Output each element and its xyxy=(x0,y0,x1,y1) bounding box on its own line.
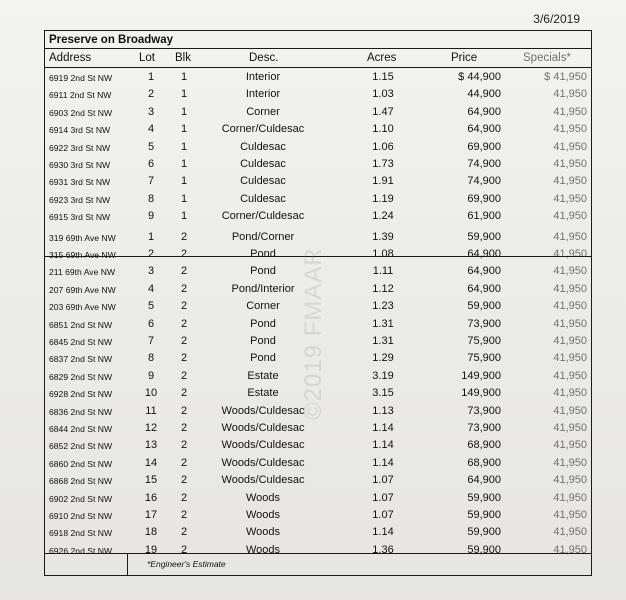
row-price: 75,900 xyxy=(467,352,501,365)
row-acres: 1.14 xyxy=(372,422,394,434)
row-blk: 2 xyxy=(180,230,188,243)
row-lot: 1 xyxy=(147,71,155,83)
row-acres: 1.36 xyxy=(372,543,394,556)
row-price: 68,900 xyxy=(467,456,501,469)
row-blk: 2 xyxy=(180,456,188,469)
row-acres: 1.07 xyxy=(372,491,394,504)
row-blk: 1 xyxy=(180,123,188,136)
row-special: 41,950 xyxy=(553,474,587,487)
row-desc: Corner xyxy=(246,105,280,118)
row-price: 75,900 xyxy=(467,335,501,347)
row-price: 59,900 xyxy=(467,526,501,539)
header-acres: Acres xyxy=(367,52,397,64)
row-desc: Woods/Culdesac xyxy=(221,404,305,417)
row-desc: Pond/Interior xyxy=(231,282,295,295)
row-blk: 2 xyxy=(180,335,188,347)
row-acres: 1.31 xyxy=(372,317,394,330)
row-price: 73,900 xyxy=(467,404,501,417)
row-special: 41,950 xyxy=(553,422,587,434)
row-price: 64,900 xyxy=(467,248,501,260)
row-lot: 12 xyxy=(144,422,158,434)
row-lot: 14 xyxy=(144,456,158,469)
row-lot: 10 xyxy=(144,387,158,400)
row-price: 61,900 xyxy=(467,210,501,223)
row-lot: 4 xyxy=(147,282,155,295)
row-blk: 2 xyxy=(180,265,188,278)
row-address: 6868 2nd St NW xyxy=(49,476,113,487)
row-lot: 1 xyxy=(147,230,155,243)
row-desc: Culdesac xyxy=(240,192,286,205)
row-blk: 1 xyxy=(180,158,188,170)
row-blk: 2 xyxy=(180,387,188,400)
row-desc: Interior xyxy=(245,71,281,83)
row-desc: Culdesac xyxy=(240,158,286,170)
header-lot: Lot xyxy=(139,52,155,64)
row-special: 41,950 xyxy=(553,210,587,223)
row-blk: 1 xyxy=(180,210,188,223)
row-blk: 2 xyxy=(180,509,188,521)
header-address: Address xyxy=(49,52,92,64)
row-address: 6910 2nd St NW xyxy=(49,511,113,521)
row-desc: Pond xyxy=(250,248,276,260)
row-special: 41,950 xyxy=(553,491,587,504)
row-desc: Pond/Corner xyxy=(231,230,295,243)
row-desc: Woods xyxy=(245,491,281,504)
row-price: 64,900 xyxy=(467,123,501,136)
row-acres: 1.14 xyxy=(372,456,394,469)
row-desc: Woods/Culdesac xyxy=(221,439,305,452)
row-address: 6845 2nd St NW xyxy=(49,337,113,347)
row-acres: 1.31 xyxy=(372,335,394,347)
row-lot: 3 xyxy=(147,105,155,118)
row-acres: 1.47 xyxy=(372,105,394,118)
header-desc: Desc. xyxy=(249,52,279,64)
table-row xyxy=(45,454,591,471)
table-row xyxy=(45,120,591,137)
row-address: 6931 3rd St NW xyxy=(49,177,111,188)
table-row xyxy=(45,68,591,85)
row-desc: Pond xyxy=(250,335,276,347)
row-lot: 2 xyxy=(147,88,155,101)
row-desc: Pond xyxy=(250,265,276,278)
row-desc: Woods xyxy=(245,509,281,521)
row-address: 6918 2nd St NW xyxy=(49,528,113,539)
row-blk: 2 xyxy=(180,543,188,556)
row-special: 41,950 xyxy=(553,300,587,313)
row-price: 74,900 xyxy=(467,175,501,188)
table-row xyxy=(45,489,591,506)
row-blk: 2 xyxy=(180,526,188,539)
row-special: 41,950 xyxy=(553,175,587,188)
row-address: 6902 2nd St NW xyxy=(49,493,113,504)
row-address: 6923 3rd St NW xyxy=(49,194,111,205)
row-price: 59,900 xyxy=(467,300,501,313)
row-special: 41,950 xyxy=(553,335,587,347)
row-blk: 2 xyxy=(180,422,188,434)
row-desc: Corner/Culdesac xyxy=(221,210,305,223)
table-title: Preserve on Broadway xyxy=(45,31,591,49)
row-blk: 2 xyxy=(180,300,188,313)
row-address: 6903 2nd St NW xyxy=(49,107,113,118)
row-blk: 2 xyxy=(180,248,188,260)
table-row xyxy=(45,506,591,523)
row-acres: 1.29 xyxy=(372,352,394,365)
table-row xyxy=(45,228,591,245)
row-special: 41,950 xyxy=(553,404,587,417)
row-price: 69,900 xyxy=(467,140,501,153)
row-acres: 1.07 xyxy=(372,474,394,487)
row-address: 6829 2nd St NW xyxy=(49,371,113,382)
row-acres: 1.10 xyxy=(372,123,394,136)
row-price: 68,900 xyxy=(467,439,501,452)
row-special: 41,950 xyxy=(553,123,587,136)
row-address: 6919 2nd St NW xyxy=(49,73,113,83)
row-desc: Woods xyxy=(245,543,281,556)
row-acres: 1.24 xyxy=(372,210,394,223)
row-acres: 1.06 xyxy=(372,140,394,153)
row-desc: Culdesac xyxy=(240,175,286,188)
row-lot: 11 xyxy=(145,404,157,417)
row-desc: Woods/Culdesac xyxy=(221,422,305,434)
row-acres: 1.08 xyxy=(372,248,394,260)
row-special: 41,950 xyxy=(553,317,587,330)
row-price: 59,900 xyxy=(467,230,501,243)
row-lot: 9 xyxy=(147,369,155,382)
row-acres: 1.15 xyxy=(372,71,394,83)
row-price: 64,900 xyxy=(467,105,501,118)
row-price: 69,900 xyxy=(467,192,501,205)
row-address: 211 69th Ave NW xyxy=(49,267,116,278)
row-special: 41,950 xyxy=(553,88,587,101)
row-blk: 2 xyxy=(180,439,188,452)
row-desc: Interior xyxy=(245,88,281,101)
row-special: 41,950 xyxy=(553,105,587,118)
row-special: 41,950 xyxy=(553,265,587,278)
row-blk: 2 xyxy=(180,352,188,365)
row-price: 74,900 xyxy=(467,158,501,170)
row-lot: 5 xyxy=(147,140,155,153)
row-lot: 2 xyxy=(147,248,155,260)
row-price: 59,900 xyxy=(467,509,501,521)
row-desc: Pond xyxy=(250,352,276,365)
row-price: 64,900 xyxy=(467,265,501,278)
row-price: 59,900 xyxy=(467,491,501,504)
table-header xyxy=(45,49,591,68)
row-price: $ 44,900 xyxy=(458,71,501,83)
row-blk: 2 xyxy=(180,317,188,330)
row-address: 203 69th Ave NW xyxy=(49,302,116,313)
row-address: 6860 2nd St NW xyxy=(49,458,113,469)
row-lot: 13 xyxy=(144,439,158,452)
row-lot: 6 xyxy=(147,158,155,170)
row-blk: 2 xyxy=(180,491,188,504)
row-desc: Pond xyxy=(250,317,276,330)
table-row xyxy=(45,103,591,120)
row-address: 6914 3rd St NW xyxy=(49,125,111,136)
row-lot: 3 xyxy=(147,265,155,278)
row-address: 319 69th Ave NW xyxy=(49,232,116,243)
row-address: 6915 3rd St NW xyxy=(49,212,111,223)
row-address: 6836 2nd St NW xyxy=(49,406,113,417)
row-acres: 1.07 xyxy=(372,509,394,521)
table-row xyxy=(45,436,591,453)
row-special: 41,950 xyxy=(553,248,587,260)
footnote: *Engineer's Estimate xyxy=(147,559,226,569)
row-lot: 18 xyxy=(144,526,158,539)
row-acres: 1.14 xyxy=(372,439,394,452)
row-lot: 17 xyxy=(144,509,158,521)
row-address: 207 69th Ave NW xyxy=(49,284,116,295)
row-lot: 15 xyxy=(144,474,158,487)
row-acres: 3.19 xyxy=(372,369,394,382)
row-special: 41,950 xyxy=(553,543,587,556)
row-lot: 4 xyxy=(147,123,155,136)
row-lot: 7 xyxy=(147,175,155,188)
row-special: 41,950 xyxy=(553,456,587,469)
header-blk: Blk xyxy=(175,52,191,64)
row-special: 41,950 xyxy=(553,192,587,205)
row-lot: 8 xyxy=(147,352,155,365)
row-desc: Corner/Culdesac xyxy=(221,123,305,136)
row-acres: 1.23 xyxy=(372,300,394,313)
row-blk: 2 xyxy=(180,369,188,382)
row-acres: 1.03 xyxy=(372,88,394,101)
row-price: 44,900 xyxy=(467,88,501,101)
row-blk: 1 xyxy=(180,175,188,188)
row-acres: 1.14 xyxy=(372,526,394,539)
row-address: 315 69th Ave NW xyxy=(49,250,116,260)
row-desc: Woods xyxy=(245,526,281,539)
row-address: 6922 3rd St NW xyxy=(49,142,111,153)
row-desc: Woods/Culdesac xyxy=(221,474,305,487)
row-desc: Estate xyxy=(247,369,279,382)
row-special: 41,950 xyxy=(553,230,587,243)
row-special: 41,950 xyxy=(553,352,587,365)
row-acres: 1.73 xyxy=(372,158,394,170)
row-address: 6911 2nd St NW xyxy=(49,90,112,101)
row-special: 41,950 xyxy=(553,509,587,521)
row-price: 149,900 xyxy=(461,387,501,400)
row-desc: Estate xyxy=(247,387,279,400)
row-lot: 8 xyxy=(147,192,155,205)
table-row xyxy=(45,523,591,540)
row-blk: 1 xyxy=(180,140,188,153)
row-lot: 7 xyxy=(147,335,155,347)
row-price: 149,900 xyxy=(461,369,501,382)
header-specials: Specials* xyxy=(523,52,571,64)
row-address: 6837 2nd St NW xyxy=(49,354,113,365)
row-blk: 1 xyxy=(180,105,188,118)
row-special: 41,950 xyxy=(553,282,587,295)
row-address: 6930 3rd St NW xyxy=(49,160,111,170)
row-price: 73,900 xyxy=(467,317,501,330)
row-price: 64,900 xyxy=(467,282,501,295)
row-address: 6852 2nd St NW xyxy=(49,441,113,452)
table-row xyxy=(45,138,591,155)
row-blk: 1 xyxy=(180,88,188,101)
row-acres: 3.15 xyxy=(372,387,394,400)
row-acres: 1.19 xyxy=(372,192,394,205)
row-address: 6928 2nd St NW xyxy=(49,389,113,400)
row-lot: 19 xyxy=(144,543,158,556)
row-special: 41,950 xyxy=(553,387,587,400)
row-acres: 1.13 xyxy=(372,404,394,417)
row-blk: 1 xyxy=(180,71,188,83)
row-address: 6926 2nd St NW xyxy=(49,545,113,556)
table-row xyxy=(45,172,591,189)
row-lot: 9 xyxy=(147,210,155,223)
row-acres: 1.11 xyxy=(372,265,394,278)
table-row xyxy=(45,471,591,488)
row-address: 6851 2nd St NW xyxy=(49,319,113,330)
watermark: ©2019 FMAAR xyxy=(300,247,327,420)
row-special: 41,950 xyxy=(553,526,587,539)
row-acres: 1.91 xyxy=(372,175,394,188)
row-blk: 2 xyxy=(180,404,188,417)
row-address: 6844 2nd St NW xyxy=(49,424,113,434)
row-desc: Woods/Culdesac xyxy=(221,456,305,469)
row-blk: 2 xyxy=(180,282,188,295)
row-price: 59,900 xyxy=(467,543,501,556)
header-price: Price xyxy=(451,52,478,64)
row-desc: Culdesac xyxy=(240,140,286,153)
row-special: $ 41,950 xyxy=(544,71,587,83)
row-blk: 2 xyxy=(180,474,188,487)
row-desc: Corner xyxy=(246,300,280,313)
row-acres: 1.39 xyxy=(372,230,394,243)
table-row xyxy=(45,85,591,102)
row-price: 73,900 xyxy=(467,422,501,434)
table-row xyxy=(45,190,591,207)
row-blk: 1 xyxy=(180,192,188,205)
row-lot: 6 xyxy=(147,317,155,330)
row-price: 64,900 xyxy=(467,474,501,487)
table-row xyxy=(45,419,591,436)
footer-separator xyxy=(127,554,128,575)
table-row xyxy=(45,155,591,172)
row-lot: 5 xyxy=(147,300,155,313)
row-special: 41,950 xyxy=(553,369,587,382)
table-row xyxy=(45,207,591,224)
row-special: 41,950 xyxy=(553,158,587,170)
row-special: 41,950 xyxy=(553,439,587,452)
table-footer xyxy=(45,553,591,575)
row-acres: 1.12 xyxy=(372,282,394,295)
sheet-date: 3/6/2019 xyxy=(533,12,580,26)
row-lot: 16 xyxy=(144,491,158,504)
row-special: 41,950 xyxy=(553,140,587,153)
